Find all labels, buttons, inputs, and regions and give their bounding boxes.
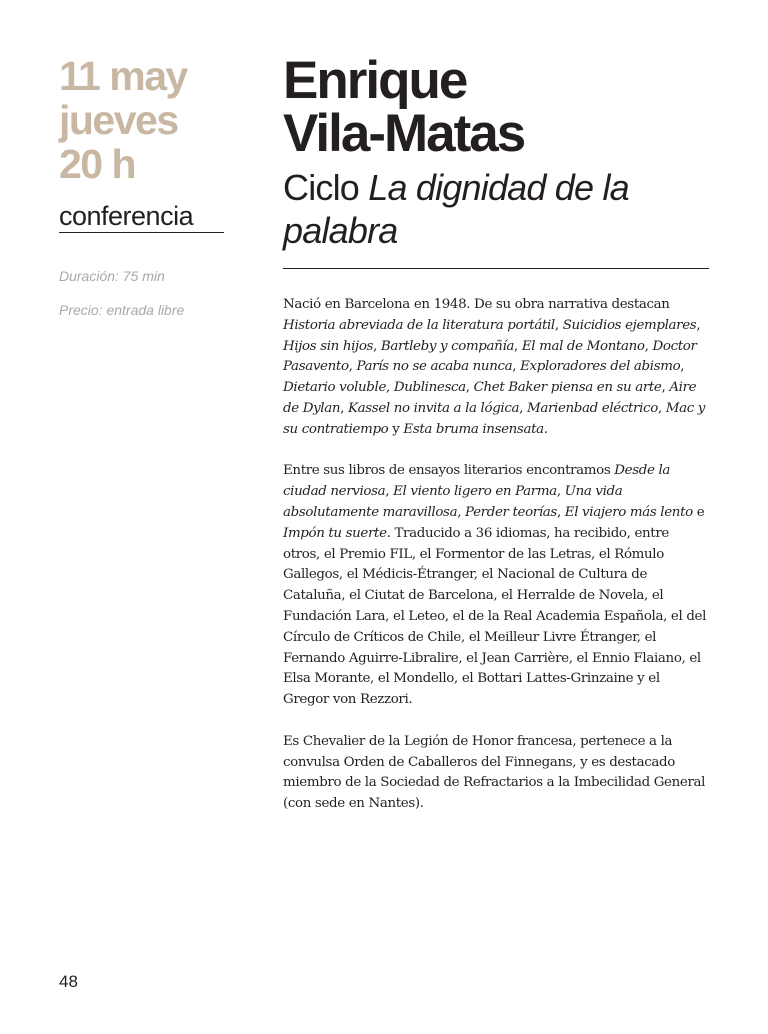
speaker-first-name: Enrique <box>283 51 467 110</box>
book-title: Doctor Pasavento <box>283 338 697 375</box>
event-sidebar <box>59 54 229 319</box>
event-time: 20 h <box>59 141 136 187</box>
page-number: 48 <box>59 972 78 991</box>
book-title: Dietario voluble <box>283 380 387 396</box>
book-title: Exploradores del abismo <box>520 359 681 375</box>
book-title: Mac y su contratiempo <box>283 400 705 437</box>
book-title: Aire de Dylan <box>283 380 697 416</box>
book-title: París no se acaba nunca <box>356 359 513 375</box>
book-title: Perder teorías <box>465 504 557 520</box>
book-title: Una vida absolutamente maravillosa <box>283 484 623 520</box>
event-type: conferencia <box>59 200 224 233</box>
header-divider <box>283 268 709 269</box>
book-title: Suicidios ejemplares <box>562 317 697 333</box>
book-title: Dublinesca <box>393 380 466 396</box>
book-title: Desde la ciudad nerviosa <box>283 463 671 500</box>
speaker-last-name: Vila-Matas <box>283 104 525 163</box>
event-weekday: jueves <box>59 97 178 143</box>
cycle-heading <box>283 166 709 252</box>
cycle-title: La dignidad de la palabra <box>283 167 629 251</box>
event-date: 11 may <box>59 53 187 99</box>
book-title: Historia abreviada de la literatura portátil <box>283 317 555 333</box>
event-price: Precio: entrada libre <box>59 302 185 318</box>
book-title: El viento ligero en Parma <box>393 484 557 500</box>
book-title: Bartleby y compañía <box>380 338 515 354</box>
book-title: Esta bruma insensata <box>403 421 544 437</box>
book-title: El mal de Montano <box>521 338 645 354</box>
speaker-name <box>283 51 709 163</box>
cycle-prefix: Ciclo <box>283 167 360 208</box>
speaker-bio <box>283 295 709 815</box>
book-title: Kassel no invita a la lógica <box>347 400 520 416</box>
bio-paragraph-1: Nació en Barcelona en 1948. De su obra narrativa destacan Historia abreviada de la literatura portátil, Suicidios ejemplares, Hijos sin hijos, Bartleby y compañía, El mal de Montano, Doctor Pasavento, París no se acaba nunca, Exploradores del abismo, Dietario voluble, Dublinesca, Chet Baker piensa en su arte, Aire de Dylan, Kassel no invita a la lógica, Marienbad eléctrico, Mac y su contratiempo y Esta bruma insensata. <box>283 297 705 437</box>
book-title: Marienbad eléctrico <box>526 400 658 416</box>
bio-paragraph-2: Entre sus libros de ensayos literarios encontramos Desde la ciudad nerviosa, El viento ligero en Parma, Una vida absolutamente maravillosa, Perder teorías, El viajero más lento e Impón tu suerte. Traducido a 36 idiomas, ha recibido, entre otros, el Premio FIL, el Formentor de las Letras, el Rómulo Gallegos, el Médicis-Étranger, el Nacional de Cultura de Cataluña, el Ciutat de Barcelona, el Herralde de Novela, el Fundación Lara, el Leteo, el de la Real Academia Española, el del Círculo de Críticos de Chile, el Meilleur Livre Étranger, el Fernando Aguirre-Libralire, el Jean Carrière, el Ennio Flaiano, el Elsa Morante, el Mondello, el Bottari Lattes-Grinzaine y el Gregor von Rezzori. <box>283 463 707 708</box>
book-title: El viajero más lento <box>564 504 693 520</box>
book-title: Hijos sin hijos <box>283 338 374 354</box>
book-title: Chet Baker piensa en su arte <box>473 380 662 396</box>
event-duration: Duración: 75 min <box>59 268 165 284</box>
bio-paragraph-3: Es Chevalier de la Legión de Honor francesa, pertenece a la convulsa Orden de Caballeros del Finnegans, y es destacado miembro de la Sociedad de Refractarios a la Imbecilidad General (con sede en Nantes). <box>283 733 706 812</box>
event-datetime <box>59 54 229 186</box>
event-main <box>283 51 709 836</box>
book-title: Impón tu suerte <box>283 525 387 541</box>
